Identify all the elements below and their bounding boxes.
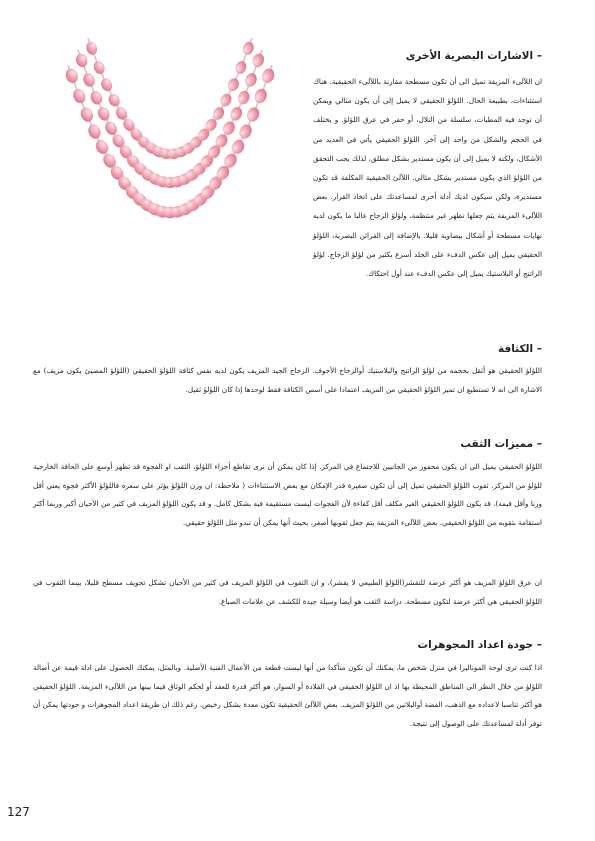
pearl-bead bbox=[81, 71, 97, 88]
pearl-bead bbox=[88, 89, 104, 106]
paragraph: ان عرق اللؤلؤ المزيف هو أكثر عرضة للتقشر(اللؤلؤ الطبيعي لا يقشر)، و ان الثقوب في اللؤلؤ المزيف في كثير من الأحيان تشكل تجويف مسطح قليلا، بينما الثقوب في اللؤلؤ الحقيقي هي أكثر عرضة لتكون مسطحة. دراسة الثقب هو أيضا وسيلة جيدة للكشف عن علامات الصباغ. bbox=[33, 578, 542, 606]
section-text-hole bbox=[33, 458, 542, 532]
section-heading-density: – الكثافة bbox=[497, 343, 542, 355]
pearl-bead bbox=[71, 87, 87, 105]
pearl-bead bbox=[233, 59, 248, 75]
pearl-bead bbox=[218, 92, 233, 109]
pearl-bead bbox=[96, 105, 112, 122]
pearl-bead bbox=[93, 138, 110, 157]
pearl-bead bbox=[84, 40, 98, 56]
pearl-bead bbox=[243, 71, 259, 88]
pearl-bead bbox=[64, 67, 80, 85]
pearl-bead bbox=[260, 67, 276, 85]
pearl-bead bbox=[241, 40, 255, 56]
paragraph: اللؤلؤ الحقيقي يميل الى ان يكون محفور من الجانبين للاجتماع في المركز. إذا كان يمكن أن نرى تقاطع أجزاء اللؤلؤ، الثقب او الفجوة قد تظهر أوسع على الحافة الخارجية للؤلؤ من المركز. ثقوب اللؤلؤ الحقيقي تميل إلى أن تكون صغيرة قدر الإمكان مع بعض الاستثناءات ( ملاحظة: ان وزن اللؤلؤ يؤثر على سعره فاللؤلؤ الأكثر فجوة يعني أقل وزنا وأقل قيمة). قد يكون اللؤلؤ الحقيقي الغير مكلف أقل كفاءة لأن الفجوات ليست مستقيمة فيه بشكل كامل. و قد يكون اللؤلؤ المزيف في كثير من الأحيان أكبر وربما أكثر استقامة بثقوبه من اللؤلؤ الحقيقي. بعض اللآلىء المزيفة يتم جعل ثقوبها أصغر، بحيث أنها يمكن أن تبدو مثل اللؤلؤ حقيقي. bbox=[33, 462, 542, 527]
section-heading-visual: – الاشارات البصرية الأخرى bbox=[405, 50, 542, 62]
pearl-bead bbox=[106, 92, 121, 109]
pearl-bead bbox=[226, 77, 241, 93]
pearl-bead bbox=[99, 77, 114, 93]
section-text-density bbox=[33, 362, 542, 399]
pearl-bead bbox=[237, 122, 254, 140]
pearl-bead bbox=[74, 52, 89, 69]
page-number: 127 bbox=[7, 805, 30, 819]
section-heading-quality: – جودة اعداد المجوهرات bbox=[417, 639, 542, 651]
section-heading-hole: – مميزات الثقب bbox=[460, 438, 542, 450]
paragraph: اللؤلؤ الحقيقي هو أثقل بحجمه من لؤلؤ الراتنج والبلاستيك أوالزجاج الأجوف. الزجاج الجيد المزيف يكون لديه نفس كثافة اللؤلؤ الحقيقي (اللؤلؤ المضيئ يكون مزيف) مع الاشارة الى انه لا تستطيع ان تميز اللؤلؤ الحقيقي من المزيف اعتمادا على أسس الكثافة فقط لوحدها إذا كان اللؤلؤ ثقيل. bbox=[33, 366, 542, 394]
pearl-bead bbox=[79, 105, 96, 123]
paragraph: اذا كنت ترى لوحة الموناليزا في منزل شخص ما، يمكنك أن تكون متأكدا من أنها ليست قطعة من الأعمال الفنية الأصلية. وبالمثل، يمكنك الحصول على ادلة قيمة عن أصالة اللؤلؤ من خلال النظر الى المناطق المحيطة بها اذ ان اللؤلؤ الحقيقي في القلادة أو السوار، هو أكثر قدرة للعقد أو لحكم الوثاق فيما بينها من اللآلىء المزيفة. اللؤلؤ الحقيقي هو أكثر تناسبا لاعداده مع الذهب، الفضة أوالبلاتين من اللؤلؤ المزيف. بعض اللآلئ الحقيقية تكون معدة بشكل رخيص. رغم ذلك ان طريقة اعداد المجوهرات و جودتها يمكن أن توفر أدلة لمساعدتك على الوصول إلى نتيجة. bbox=[33, 663, 542, 728]
pearl-bead bbox=[86, 122, 103, 140]
pearl-bead bbox=[228, 105, 244, 122]
pearl-bead bbox=[229, 138, 246, 157]
section-text-quality bbox=[33, 659, 542, 733]
section-text-visual bbox=[313, 72, 542, 283]
pearl-necklace-image bbox=[30, 30, 308, 352]
pearl-bead bbox=[252, 87, 268, 105]
section-text-hole-2 bbox=[33, 574, 542, 611]
paragraph: ان اللآلىء المزيفة تميل الى أن تكون مسطحة مقارنة باللآلىء الحقيقية. هناك استثناءات، بطبيعة الحال. اللؤلؤ الحقيقي لا يميل إلى أن يكون مثالي ويمكن أن توجد فيه المطبات، سلسلة من التلال، أو حفر في عرق اللؤلؤ. و يختلف في الحجم والشكل من واحد إلى آخر. اللؤلؤ الحقيقي يأتي في العديد من الأشكال، ولكنه لا يميل إلى أن يكون مستدير بشكل مطلق، لذلك يجب التحقق من اللؤلؤ الذي يكون مستدير بشكل مثالي. اللآلئ الحقيقية المكلفة قد تكون مستديرة، ولكن سيكون لديك أدلة أخرى لمساعدتك على اتخاذ القرار. بعض اللآلىء المزيفة يتم جعلها تظهر غير منتظمة، ولؤلؤ الزجاج غالبا ما يكون لديه نهايات مسطحة أو أشكال بيضاوية قليلا. بالإضافة إلى القرائن البصرية، اللؤلؤ الحقيقي يميل إلى عكس الدفء على الجلد أسرع بكثير من لؤلؤ الزجاج. لؤلؤ الراتنج أو البلاستيك يميل إلى عكس الدفء عند أول احتكاك. bbox=[313, 77, 542, 279]
pearl-bead bbox=[236, 89, 252, 106]
pearl-bead bbox=[92, 59, 107, 75]
pearl-bead bbox=[245, 105, 262, 123]
necklace-chain bbox=[68, 65, 272, 213]
pearl-bead bbox=[251, 52, 266, 69]
